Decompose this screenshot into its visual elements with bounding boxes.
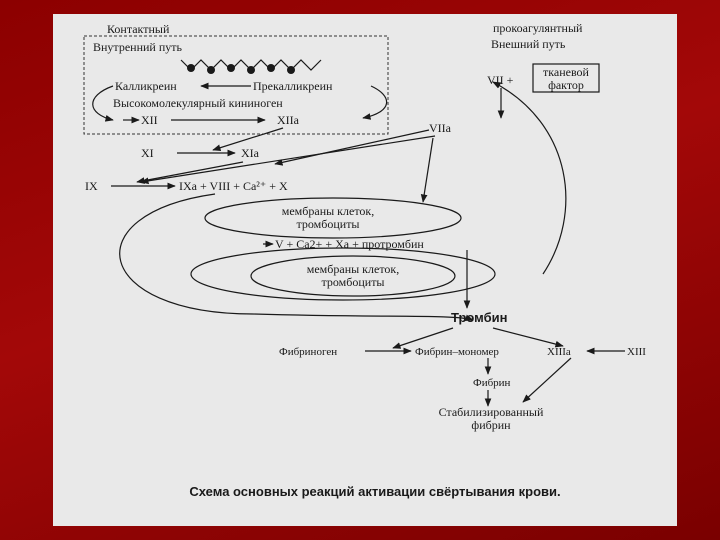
stabilized-fibrin-line2: фибрин bbox=[471, 418, 511, 432]
xi-label: XI bbox=[141, 146, 154, 160]
xia-label: XIa bbox=[241, 146, 259, 160]
diagram-slide bbox=[53, 14, 677, 526]
xiiia-label: XIIIa bbox=[547, 346, 571, 358]
hmw-kininogen-label: Высокомолекулярный кининоген bbox=[113, 96, 283, 110]
kallikrein-feedback-right bbox=[363, 86, 387, 118]
viia-to-membrane-arrow bbox=[423, 138, 433, 202]
xii-label: XII bbox=[141, 113, 158, 127]
thrombin-feedback-to-vii bbox=[493, 82, 566, 274]
kallikrein-label: Калликреин bbox=[115, 79, 177, 93]
viia-to-ix-arrow bbox=[141, 136, 435, 182]
prothrombinase-label: V + Ca2+ + Xa + протромбин bbox=[275, 237, 424, 251]
membrane-1-line2: тромбоциты bbox=[296, 217, 360, 231]
xiiia-stabilizes-arrow bbox=[523, 358, 571, 402]
vii-label: VII + bbox=[487, 73, 514, 87]
thrombin-to-xiii-arrow bbox=[493, 328, 563, 346]
fibrin-label: Фибрин bbox=[473, 377, 511, 389]
extrinsic-path-label: Внешний путь bbox=[491, 37, 566, 51]
xiia-label: XIIa bbox=[277, 113, 299, 127]
contact-path-label: Контактный bbox=[107, 22, 170, 36]
prekallikrein-label: Прекалликреин bbox=[253, 79, 333, 93]
kallikrein-feedback-left bbox=[93, 86, 113, 120]
xiii-label: XIII bbox=[627, 346, 646, 358]
viia-label: VIIa bbox=[429, 121, 451, 135]
intrinsic-path-label: Внутренний путь bbox=[93, 40, 182, 54]
viia-to-xia-arrow bbox=[275, 130, 429, 164]
stabilized-fibrin-line1: Стабилизированный bbox=[438, 405, 544, 419]
coagulation-diagram bbox=[53, 14, 677, 526]
fibrin-monomer-label: Фибрин–мономер bbox=[415, 346, 499, 358]
negative-charges bbox=[187, 64, 295, 74]
ix-label: IX bbox=[85, 179, 98, 193]
diagram-caption: Схема основных реакций активации свёртывания крови. bbox=[189, 484, 561, 499]
tissue-factor-line2: фактор bbox=[548, 78, 584, 92]
membrane-2-line1: мембраны клеток, bbox=[306, 262, 400, 276]
membrane-2-line2: тромбоциты bbox=[321, 275, 385, 289]
thrombin-label: Тромбин bbox=[451, 310, 508, 325]
thrombin-to-fibrinogen-arrow bbox=[393, 328, 453, 348]
membrane-1-line1: мембраны клеток, bbox=[281, 204, 375, 218]
tissue-factor-line1: тканевой bbox=[543, 65, 589, 79]
fibrinogen-label: Фибриноген bbox=[279, 346, 338, 358]
procoagulant-label: прокоагулянтный bbox=[493, 21, 583, 35]
ixa-complex-label: IXa + VIII + Ca²⁺ + X bbox=[179, 179, 288, 193]
